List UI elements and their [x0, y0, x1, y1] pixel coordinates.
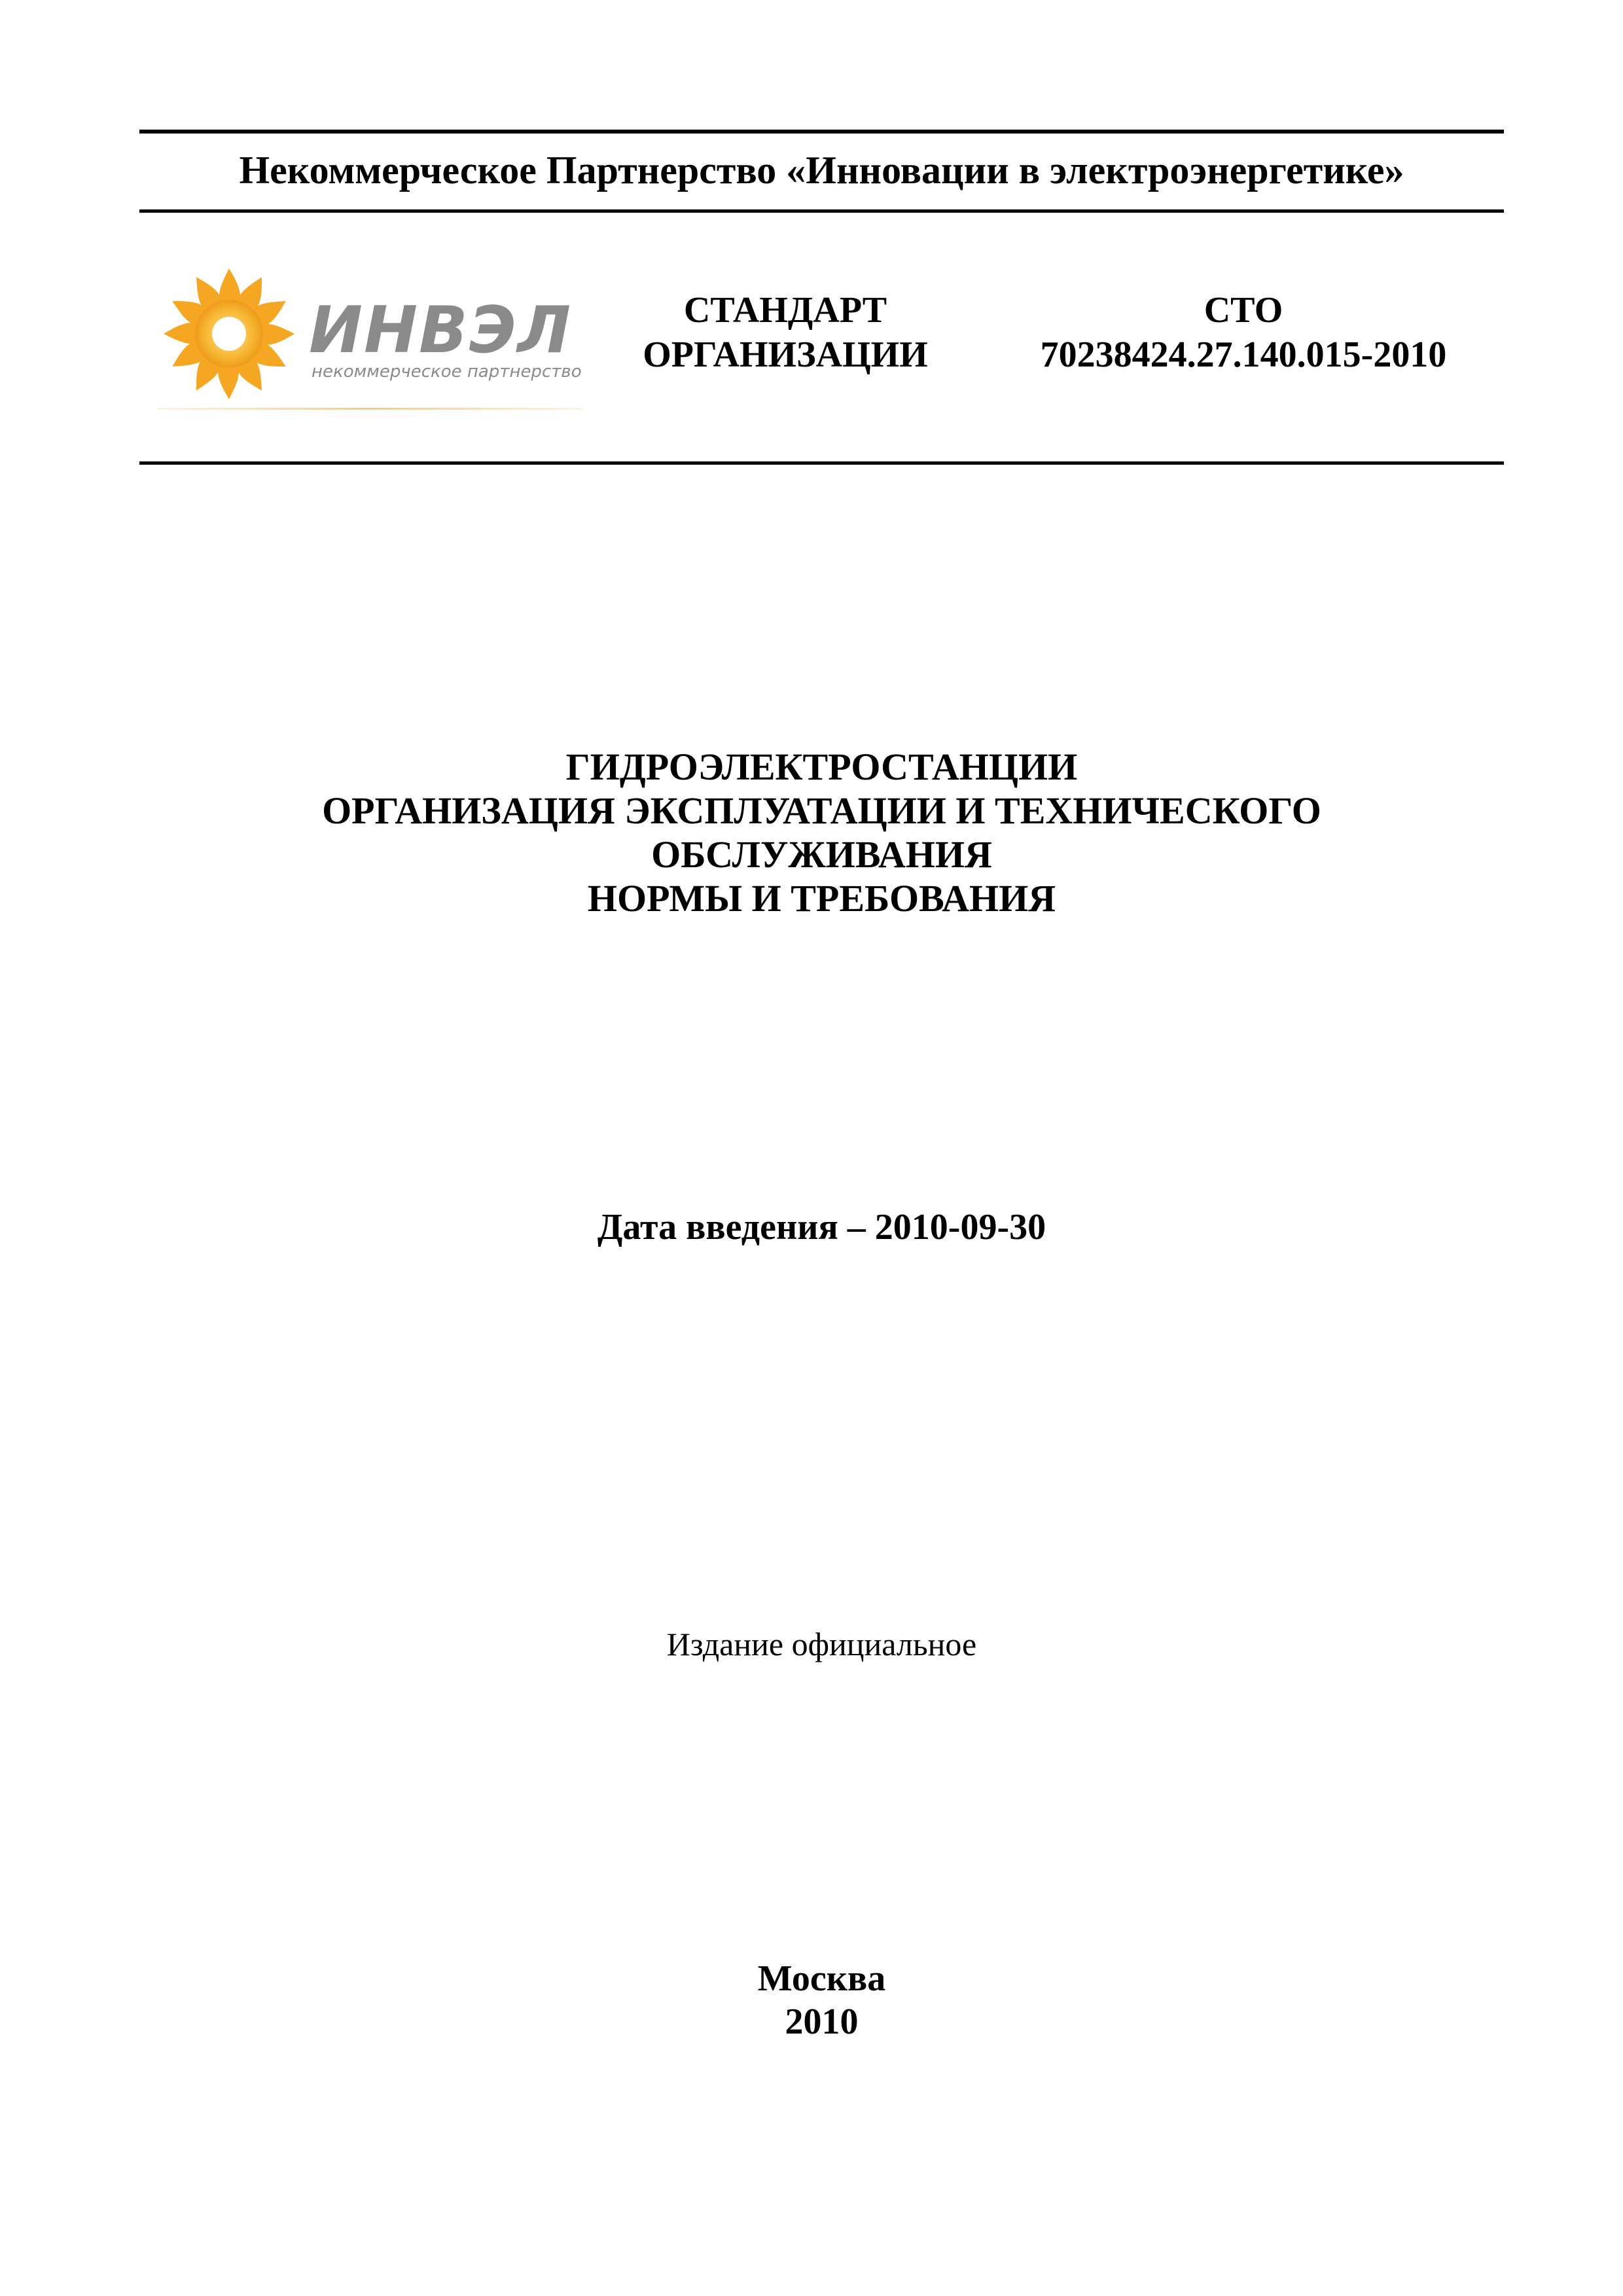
title-line-4: НОРМЫ И ТРЕБОВАНИЯ: [587, 877, 1056, 920]
standard-type: [628, 288, 942, 377]
title-line-1: ГИДРОЭЛЕКТРОСТАНЦИИ: [565, 745, 1078, 788]
document-title: [139, 745, 1504, 920]
logo-block-divider: [139, 461, 1504, 465]
standard-type-line1: СТАНДАРТ: [683, 290, 887, 331]
publication-footer: [139, 1957, 1504, 2043]
organization-header: Некоммерческое Партнерство «Инновации в электроэнергетике»: [239, 149, 1404, 192]
standard-type-line2: ОРГАНИЗАЦИИ: [643, 334, 928, 375]
logo-tagline: некоммерческое партнерство: [312, 362, 582, 382]
introduction-date: Дата введения – 2010-09-30: [597, 1207, 1046, 1247]
title-line-3: ОБСЛУЖИВАНИЯ: [651, 833, 992, 876]
top-divider: [139, 130, 1504, 134]
publication-city: Москва: [757, 1958, 886, 1999]
logo-wordmark: ИНВЭЛ: [309, 293, 573, 368]
invel-logo: [157, 259, 589, 416]
standard-code-prefix: СТО: [1204, 290, 1283, 331]
title-line-2: ОРГАНИЗАЦИЯ ЭКСПЛУАТАЦИИ И ТЕХНИЧЕСКОГО: [322, 789, 1321, 832]
edition-note: Издание официальное: [666, 1626, 977, 1662]
header-divider: [139, 209, 1504, 213]
standard-code-number: 70238424.27.140.015-2010: [1040, 334, 1447, 375]
publication-year: 2010: [785, 2001, 859, 2042]
standard-code: [1021, 288, 1466, 377]
